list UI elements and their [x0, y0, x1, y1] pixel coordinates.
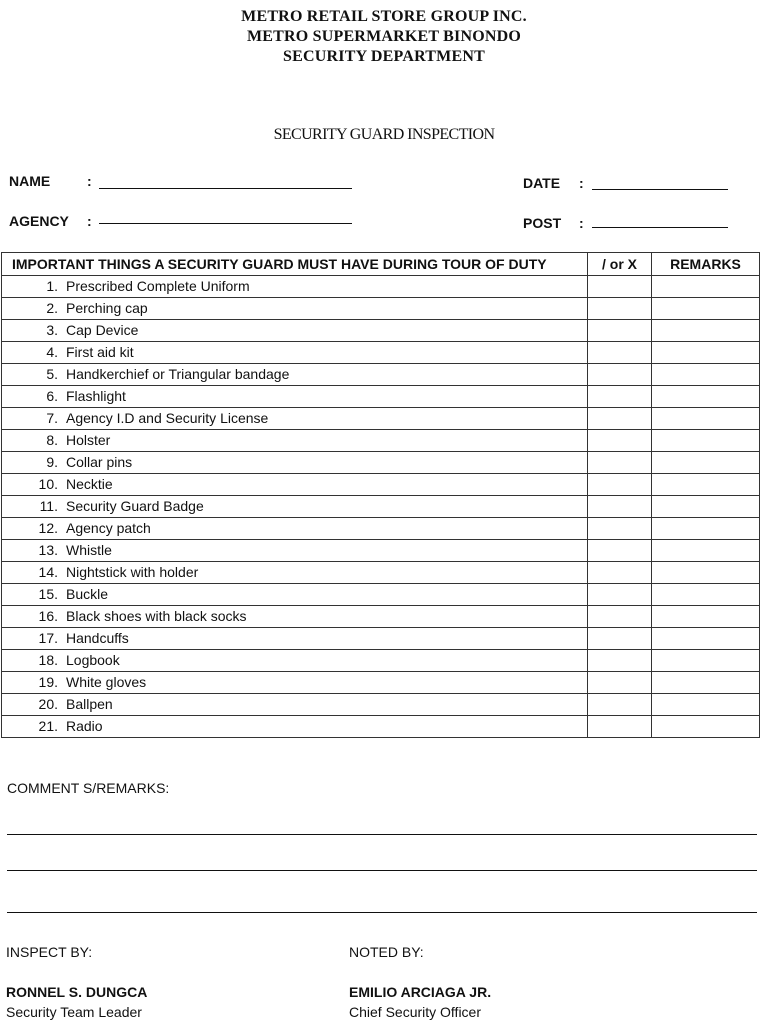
- item-label: Agency I.D and Security License: [66, 410, 269, 426]
- table-row: [2, 650, 760, 672]
- check-cell[interactable]: [588, 606, 652, 628]
- agency-label: AGENCY: [9, 213, 69, 229]
- inspection-checklist-table: [1, 252, 760, 738]
- company-name: METRO RETAIL STORE GROUP INC.: [241, 8, 527, 25]
- item-number: 11.: [39, 498, 58, 514]
- item-label: Prescribed Complete Uniform: [66, 278, 250, 294]
- item-number: 20.: [38, 696, 58, 712]
- item-number: 16.: [38, 608, 58, 624]
- date-input-line[interactable]: [592, 189, 728, 190]
- checklist-body: [2, 276, 760, 738]
- item-label: Holster: [66, 432, 111, 448]
- item-number: 14.: [38, 564, 58, 580]
- remarks-cell[interactable]: [652, 606, 760, 628]
- remarks-cell[interactable]: [652, 298, 760, 320]
- checklist-item: [2, 672, 588, 694]
- check-cell[interactable]: [588, 672, 652, 694]
- table-row: [2, 562, 760, 584]
- remarks-cell[interactable]: [652, 320, 760, 342]
- agency-input-line[interactable]: [99, 223, 352, 224]
- table-row: [2, 320, 760, 342]
- inspector-name: RONNEL S. DUNGCA: [6, 984, 148, 1000]
- remarks-cell[interactable]: [652, 276, 760, 298]
- item-number: 13.: [38, 542, 58, 558]
- comment-line-3[interactable]: [7, 912, 757, 913]
- remarks-cell[interactable]: [652, 650, 760, 672]
- item-label: First aid kit: [66, 344, 134, 360]
- remarks-cell[interactable]: [652, 452, 760, 474]
- table-row: [2, 672, 760, 694]
- comment-line-1[interactable]: [7, 834, 757, 835]
- item-number: 19.: [38, 674, 58, 690]
- check-cell[interactable]: [588, 298, 652, 320]
- checklist-item: [2, 606, 588, 628]
- remarks-cell[interactable]: [652, 430, 760, 452]
- item-label: Logbook: [66, 652, 120, 668]
- item-label: Cap Device: [66, 322, 139, 338]
- check-column-header: / or X: [588, 253, 652, 276]
- remarks-cell[interactable]: [652, 672, 760, 694]
- department-name: SECURITY DEPARTMENT: [283, 48, 485, 65]
- table-row: [2, 694, 760, 716]
- checklist-item: [2, 276, 588, 298]
- checklist-item: [2, 650, 588, 672]
- remarks-cell[interactable]: [652, 540, 760, 562]
- item-label: Flashlight: [66, 388, 126, 404]
- item-number: 21.: [38, 718, 58, 734]
- item-number: 7.: [46, 410, 58, 426]
- checklist-item: [2, 628, 588, 650]
- item-number: 15.: [38, 586, 58, 602]
- remarks-cell[interactable]: [652, 408, 760, 430]
- remarks-cell[interactable]: [652, 694, 760, 716]
- item-label: Whistle: [66, 542, 112, 558]
- remarks-cell[interactable]: [652, 716, 760, 738]
- post-colon: :: [579, 215, 584, 231]
- inspect-by-block: [6, 942, 147, 1022]
- checklist-item: [2, 320, 588, 342]
- item-column-header: IMPORTANT THINGS A SECURITY GUARD MUST HAVE DURING TOUR OF DUTY: [2, 253, 588, 276]
- item-number: 3.: [46, 322, 58, 338]
- comments-label: COMMENT S/REMARKS:: [7, 780, 170, 796]
- table-row: [2, 386, 760, 408]
- item-label: Buckle: [66, 586, 109, 602]
- checklist-item: [2, 430, 588, 452]
- date-label: DATE: [523, 175, 561, 191]
- post-input-line[interactable]: [592, 227, 728, 228]
- item-label: Nightstick with holder: [66, 564, 199, 580]
- remarks-cell[interactable]: [652, 496, 760, 518]
- check-cell[interactable]: [588, 452, 652, 474]
- checklist-item: [2, 298, 588, 320]
- table-row: [2, 540, 760, 562]
- item-number: 4.: [46, 344, 58, 360]
- comment-line-2[interactable]: [7, 870, 757, 871]
- table-row: [2, 584, 760, 606]
- remarks-cell[interactable]: [652, 474, 760, 496]
- item-label: Necktie: [66, 476, 113, 492]
- checklist-item: [2, 694, 588, 716]
- name-colon: :: [87, 173, 92, 189]
- item-number: 2.: [46, 300, 58, 316]
- inspect-by-label: INSPECT BY:: [6, 944, 93, 960]
- checklist-item: [2, 408, 588, 430]
- noter-name: EMILIO ARCIAGA JR.: [349, 984, 492, 1000]
- item-number: 5.: [46, 366, 58, 382]
- check-cell[interactable]: [588, 474, 652, 496]
- table-row: [2, 364, 760, 386]
- checklist-item: [2, 716, 588, 738]
- item-number: 1.: [46, 278, 58, 294]
- check-cell[interactable]: [588, 694, 652, 716]
- item-number: 10.: [38, 476, 58, 492]
- check-cell[interactable]: [588, 386, 652, 408]
- remarks-cell[interactable]: [652, 562, 760, 584]
- check-cell[interactable]: [588, 584, 652, 606]
- item-label: Handkerchief or Triangular bandage: [66, 366, 290, 382]
- inspector-title: Security Team Leader: [6, 1004, 142, 1020]
- name-input-line[interactable]: [99, 188, 352, 189]
- table-header-row: [2, 253, 760, 276]
- table-row: [2, 342, 760, 364]
- date-colon: :: [579, 175, 584, 191]
- item-number: 17.: [38, 630, 58, 646]
- check-cell[interactable]: [588, 408, 652, 430]
- item-label: Black shoes with black socks: [66, 608, 247, 624]
- table-row: [2, 276, 760, 298]
- post-label: POST: [523, 215, 562, 231]
- check-cell[interactable]: [588, 518, 652, 540]
- check-cell[interactable]: [588, 430, 652, 452]
- remarks-column-header: REMARKS: [652, 253, 760, 276]
- check-cell[interactable]: [588, 540, 652, 562]
- name-field: [9, 173, 50, 189]
- noted-by-block: [349, 942, 491, 1022]
- checklist-item: [2, 452, 588, 474]
- remarks-cell[interactable]: [652, 386, 760, 408]
- check-cell[interactable]: [588, 364, 652, 386]
- item-number: 18.: [38, 652, 58, 668]
- check-cell[interactable]: [588, 650, 652, 672]
- check-cell[interactable]: [588, 496, 652, 518]
- item-label: White gloves: [66, 674, 147, 690]
- store-name: METRO SUPERMARKET BINONDO: [246, 28, 522, 45]
- checklist-item: [2, 474, 588, 496]
- item-label: Radio: [66, 718, 103, 734]
- check-cell[interactable]: [588, 628, 652, 650]
- table-row: [2, 474, 760, 496]
- table-row: [2, 298, 760, 320]
- checklist-item: [2, 364, 588, 386]
- remarks-cell[interactable]: [652, 518, 760, 540]
- item-label: Security Guard Badge: [66, 498, 204, 514]
- item-label: Collar pins: [66, 454, 133, 470]
- item-number: 12.: [38, 520, 58, 536]
- remarks-cell[interactable]: [652, 364, 760, 386]
- item-number: 9.: [46, 454, 58, 470]
- checklist-item: [2, 562, 588, 584]
- checklist-item: [2, 540, 588, 562]
- table-row: [2, 518, 760, 540]
- checklist-item: [2, 496, 588, 518]
- table-row: [2, 606, 760, 628]
- check-cell[interactable]: [588, 276, 652, 298]
- noted-by-label: NOTED BY:: [349, 944, 424, 960]
- remarks-cell[interactable]: [652, 584, 760, 606]
- table-row: [2, 452, 760, 474]
- item-label: Agency patch: [66, 520, 151, 536]
- checklist-item: [2, 342, 588, 364]
- table-row: [2, 496, 760, 518]
- check-cell[interactable]: [588, 562, 652, 584]
- item-label: Perching cap: [66, 300, 148, 316]
- noter-title: Chief Security Officer: [349, 1004, 482, 1020]
- item-number: 6.: [46, 388, 58, 404]
- check-cell[interactable]: [588, 342, 652, 364]
- table-row: [2, 716, 760, 738]
- checklist-item: [2, 386, 588, 408]
- table-row: [2, 430, 760, 452]
- item-label: Ballpen: [66, 696, 113, 712]
- check-cell[interactable]: [588, 716, 652, 738]
- remarks-cell[interactable]: [652, 628, 760, 650]
- table-row: [2, 408, 760, 430]
- document-header: [0, 7, 768, 67]
- agency-colon: :: [87, 213, 92, 229]
- item-number: 8.: [46, 432, 58, 448]
- table-row: [2, 628, 760, 650]
- name-label: NAME: [9, 173, 51, 189]
- form-title: SECURITY GUARD INSPECTION: [273, 126, 495, 143]
- item-label: Handcuffs: [66, 630, 129, 646]
- remarks-cell[interactable]: [652, 342, 760, 364]
- checklist-item: [2, 518, 588, 540]
- check-cell[interactable]: [588, 320, 652, 342]
- checklist-item: [2, 584, 588, 606]
